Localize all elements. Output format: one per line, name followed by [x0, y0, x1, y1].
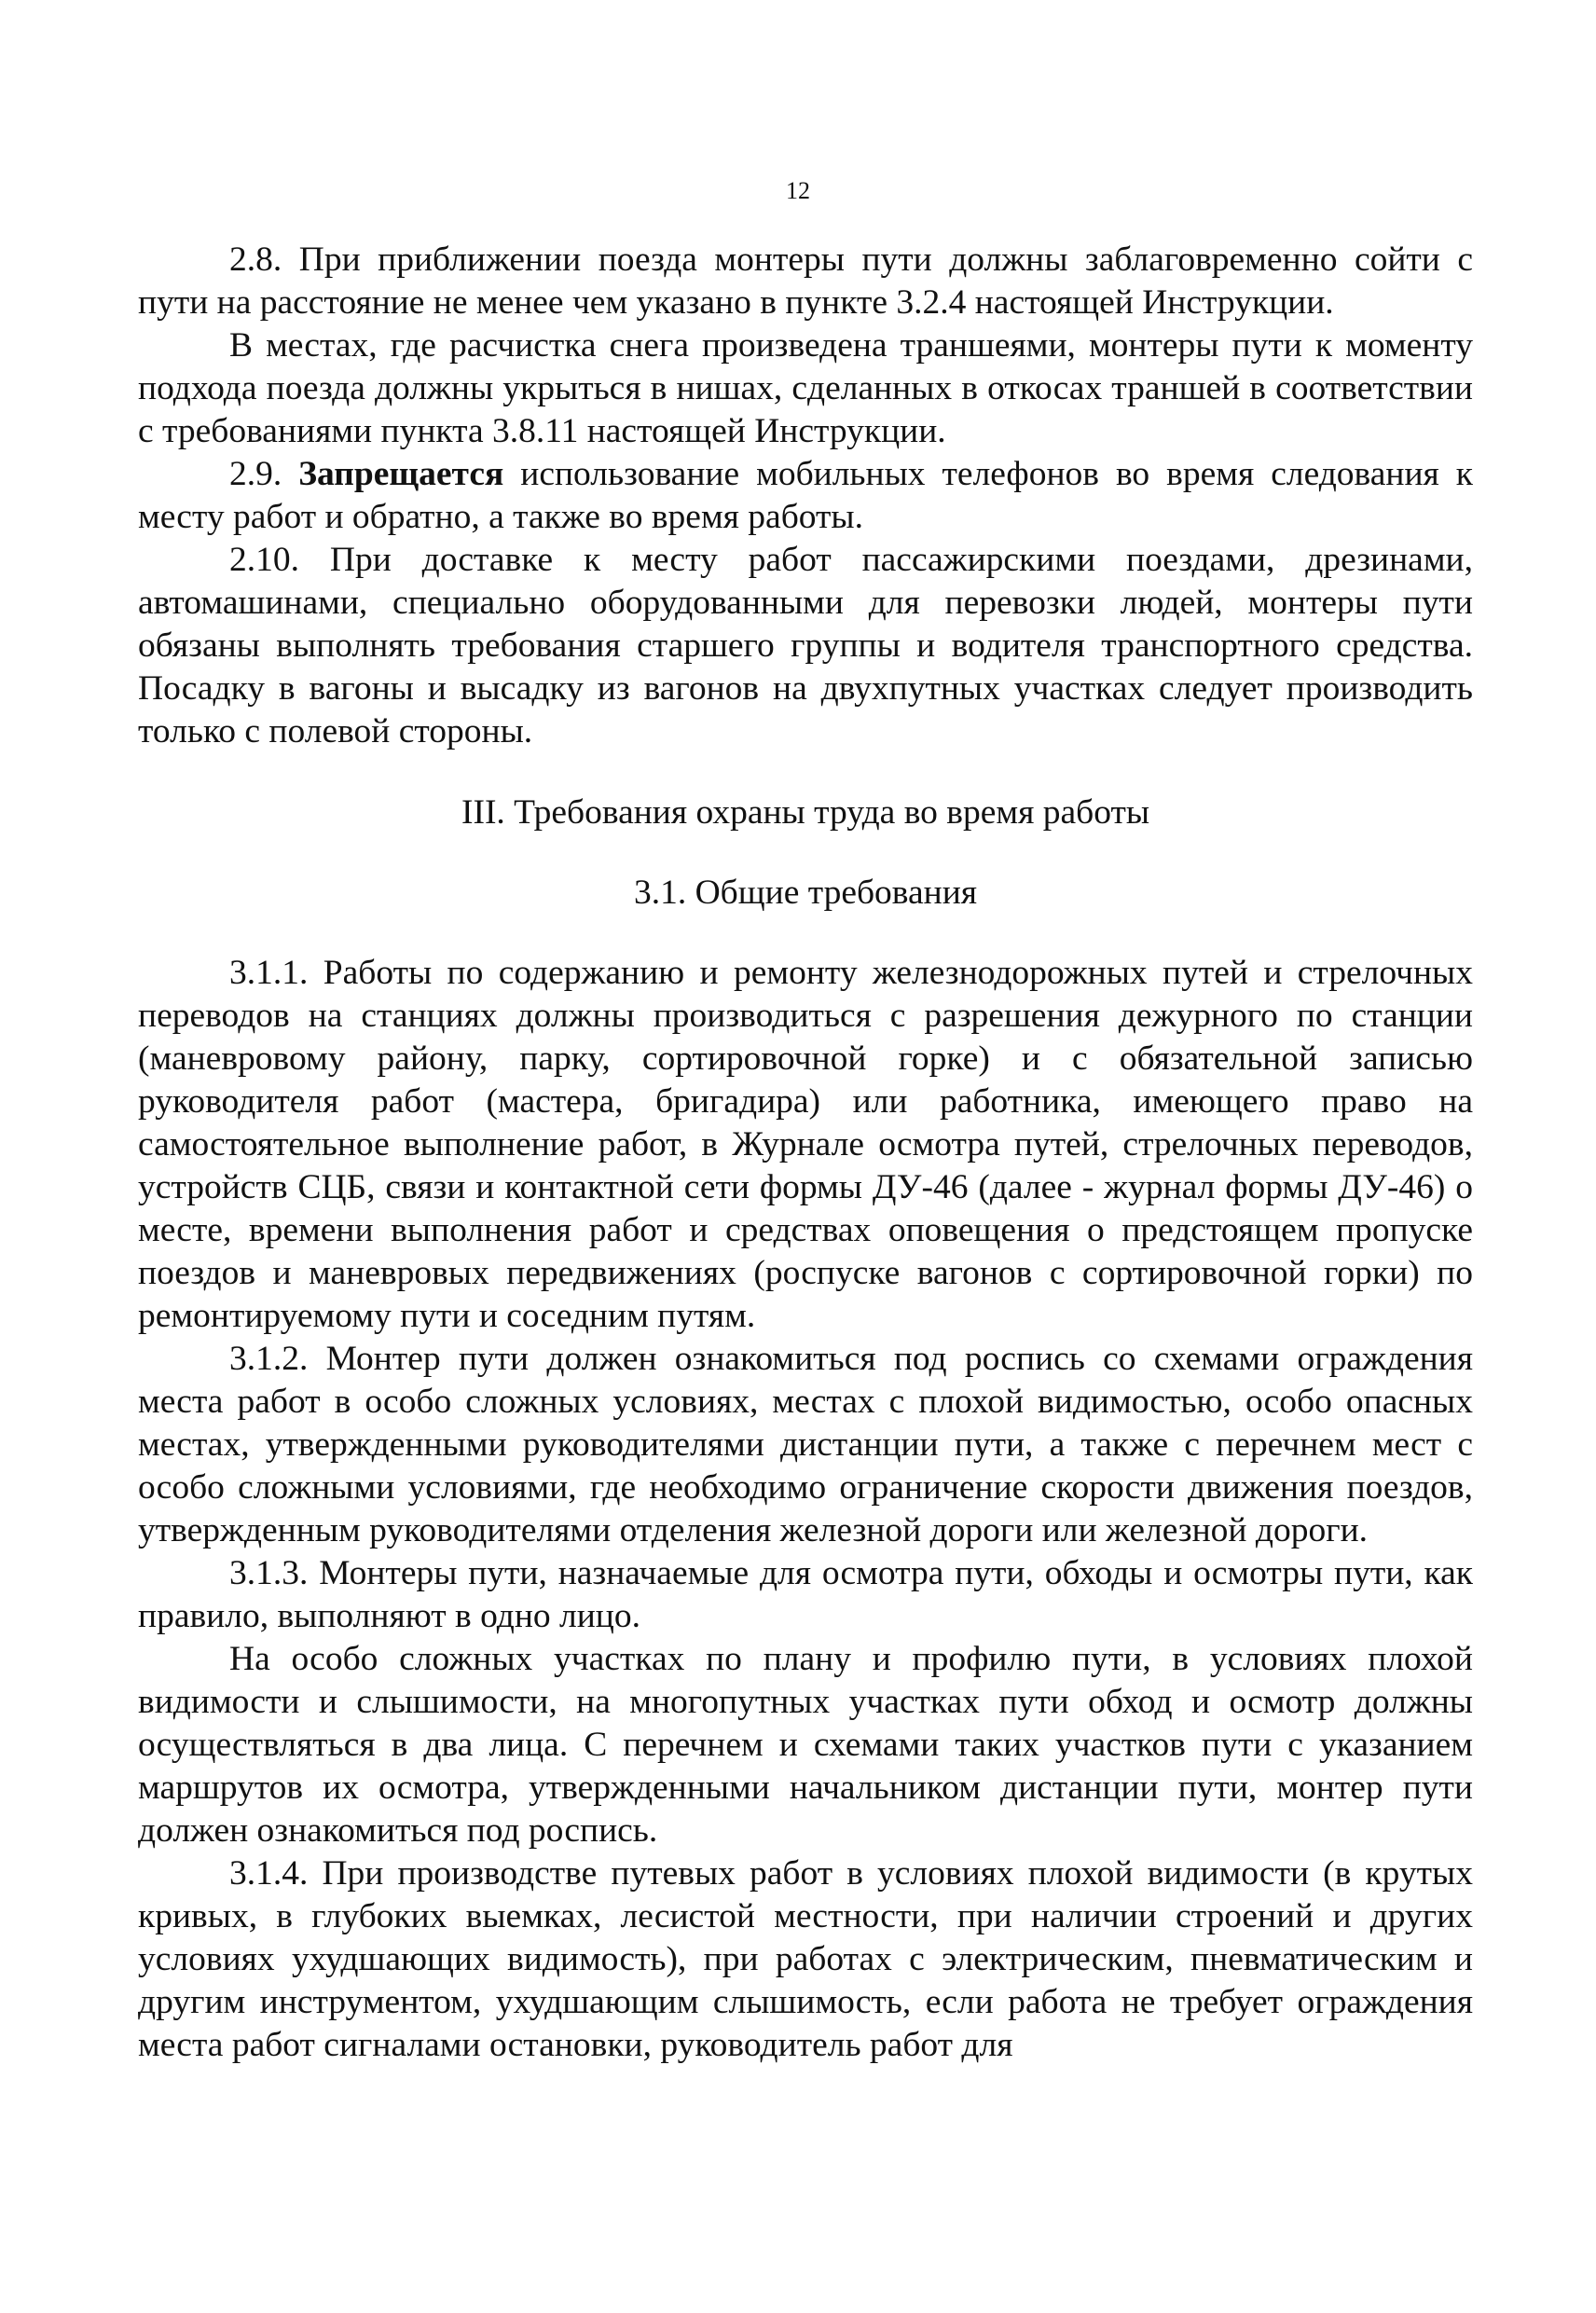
paragraph-2-9-rest: использование мобильных телефонов во время следования к месту работ и обратно, а также во время работы.: [138, 455, 1474, 536]
paragraph-3-1-1: 3.1.1. Работы по содержанию и ремонту железнодорожных путей и стрелочных переводов на станциях должны производиться с разрешения дежурного по станции (маневровому району, парку, сортировочной горке) и с обязательной записью руководителя работ (мастера, бригадира) или работника, имеющего право на самостоятельное выполнение работ, в Журнале осмотра путей, стрелочных переводов, устройств СЦБ, связи и контактной сети формы ДУ-46 (далее - журнал формы ДУ-46) о месте, времени выполнения работ и средствах оповещения о предстоящем пропуске поездов и маневровых передвижениях (роспуске вагонов с сортировочной горки) по ремонтируемому пути и соседним путям.: [138, 954, 1473, 1335]
paragraph-2-9-prefix: 2.9.: [229, 455, 299, 493]
section-heading: III. Требования охраны труда во время работы: [461, 793, 1150, 832]
paragraph-2-8: 2.8. При приближении поезда монтеры пути должны заблаговременно сойти с пути на расстояние не менее чем указано в пункте 3.2.4 настоящей Инструкции.: [138, 241, 1473, 322]
paragraph-2-9: [138, 453, 1473, 539]
page-number: 12: [786, 177, 810, 204]
paragraph-2-10: 2.10. При доставке к месту работ пассажирскими поездами, дрезинами, автомашинами, специально оборудованными для перевозки людей, монтеры пути обязаны выполнять требования старшего группы и водителя транспортного средства. Посадку в вагоны и высадку из вагонов на двухпутных участках следует производить только с полевой стороны.: [138, 541, 1473, 750]
document-body: [138, 168, 1473, 2067]
subsection-heading: 3.1. Общие требования: [633, 874, 978, 912]
paragraph-2-8-trenches: В местах, где расчистка снега произведена траншеями, монтеры пути к моменту подхода поезда должны укрыться в нишах, сделанных в откосах траншей в соответствии с требованиями пункта 3.8.11 настоящей Инструкции.: [138, 326, 1473, 450]
paragraph-2-9-bold: Запрещается: [298, 455, 504, 493]
paragraph-3-1-3: 3.1.3. Монтеры пути, назначаемые для осмотра пути, обходы и осмотры пути, как правило, выполняют в одно лицо.: [138, 1554, 1473, 1635]
paragraph-3-1-4: 3.1.4. При производстве путевых работ в условиях плохой видимости (в крутых кривых, в глубоких выемках, лесистой местности, при наличии строений и других условиях ухудшающих видимость), при работах с электрическим, пневматическим и другим инструментом, ухудшающим слышимость, если работа не требует ограждения места работ сигналами остановки, руководитель работ для: [138, 1854, 1473, 2064]
paragraph-3-1-3-complex-sections: На особо сложных участках по плану и профилю пути, в условиях плохой видимости и слышимости, на многопутных участках пути обход и осмотр должны осуществляться в два лица. С перечнем и схемами таких участков пути с указанием маршрутов их осмотра, утвержденными начальником дистанции пути, монтер пути должен ознакомиться под роспись.: [138, 1640, 1473, 1850]
paragraph-3-1-2: 3.1.2. Монтер пути должен ознакомиться под роспись со схемами ограждения места работ в особо сложных условиях, местах с плохой видимостью, особо опасных местах, утвержденными руководителями дистанции пути, а также с перечнем мест с особо сложными условиями, где необходимо ограничение скорости движения поездов, утвержденным руководителями отделения железной дороги или железной дороги.: [138, 1340, 1473, 1549]
